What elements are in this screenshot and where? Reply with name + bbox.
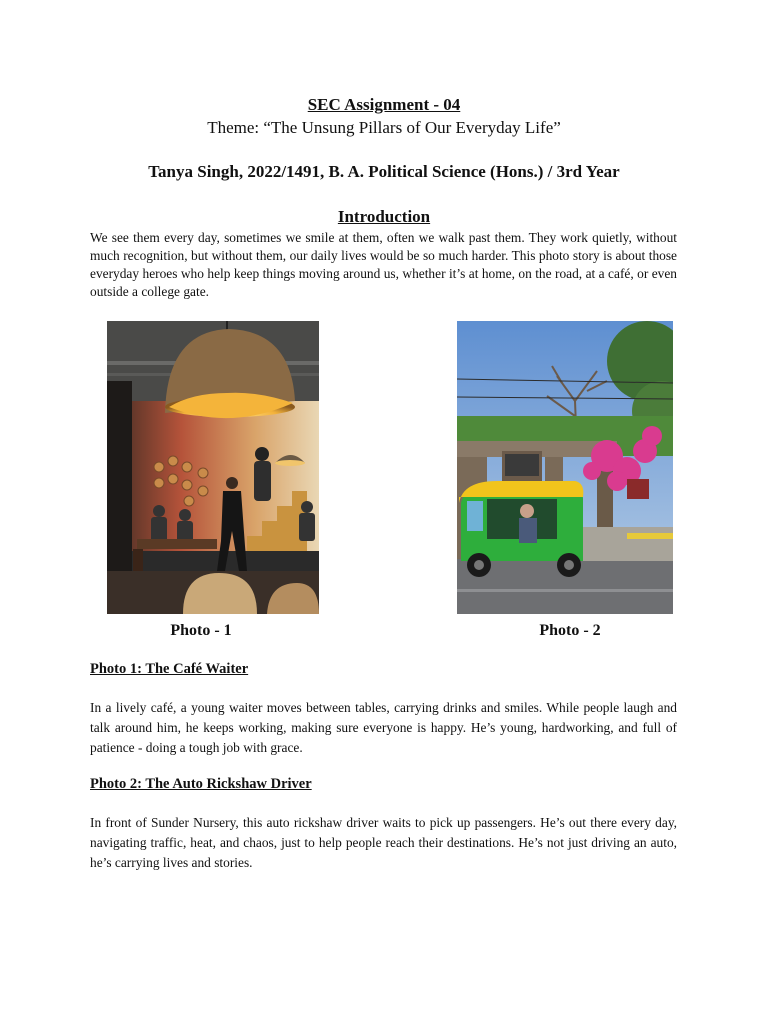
auto-rickshaw-photo bbox=[457, 321, 673, 614]
introduction-text: We see them every day, sometimes we smile at them, often we walk past them. They work quietly, without much recognition, but without them, our daily lives would be so much harder. This photo story is about those everyday heroes who help keep things moving around us, whether it’s at home, on the road, at a café, or even outside a college gate. bbox=[90, 230, 677, 299]
introduction-heading: Introduction bbox=[337, 207, 431, 226]
section-heading-auto-rickshaw: Photo 2: The Auto Rickshaw Driver bbox=[90, 776, 312, 792]
assignment-theme: Theme: “The Unsung Pillars of Our Everyday Life” bbox=[207, 118, 561, 137]
cafe-waiter-photo bbox=[107, 321, 319, 614]
author-line: Tanya Singh, 2022/1491, B. A. Political Science (Hons.) / 3rd Year bbox=[148, 162, 620, 181]
section-text-cafe-waiter: In a lively café, a young waiter moves between tables, carrying drinks and smiles. While people laugh and talk around him, he keeps working, making sure everyone is happy. He’s young, hardworking, and full of patience - doing a tough job with grace. bbox=[90, 700, 677, 755]
photo-2-caption: Photo - 2 bbox=[539, 622, 601, 639]
section-text-auto-rickshaw: In front of Sunder Nursery, this auto rickshaw driver waits to pick up passengers. He’s out there every day, navigating traffic, heat, and chaos, just to help people reach their destinations. He’s not just driving an auto, he’s carrying lives and stories. bbox=[90, 815, 677, 870]
assignment-title: SEC Assignment - 04 bbox=[307, 95, 461, 114]
photo-1-caption: Photo - 1 bbox=[170, 622, 232, 639]
section-heading-cafe-waiter: Photo 1: The Café Waiter bbox=[90, 661, 249, 677]
